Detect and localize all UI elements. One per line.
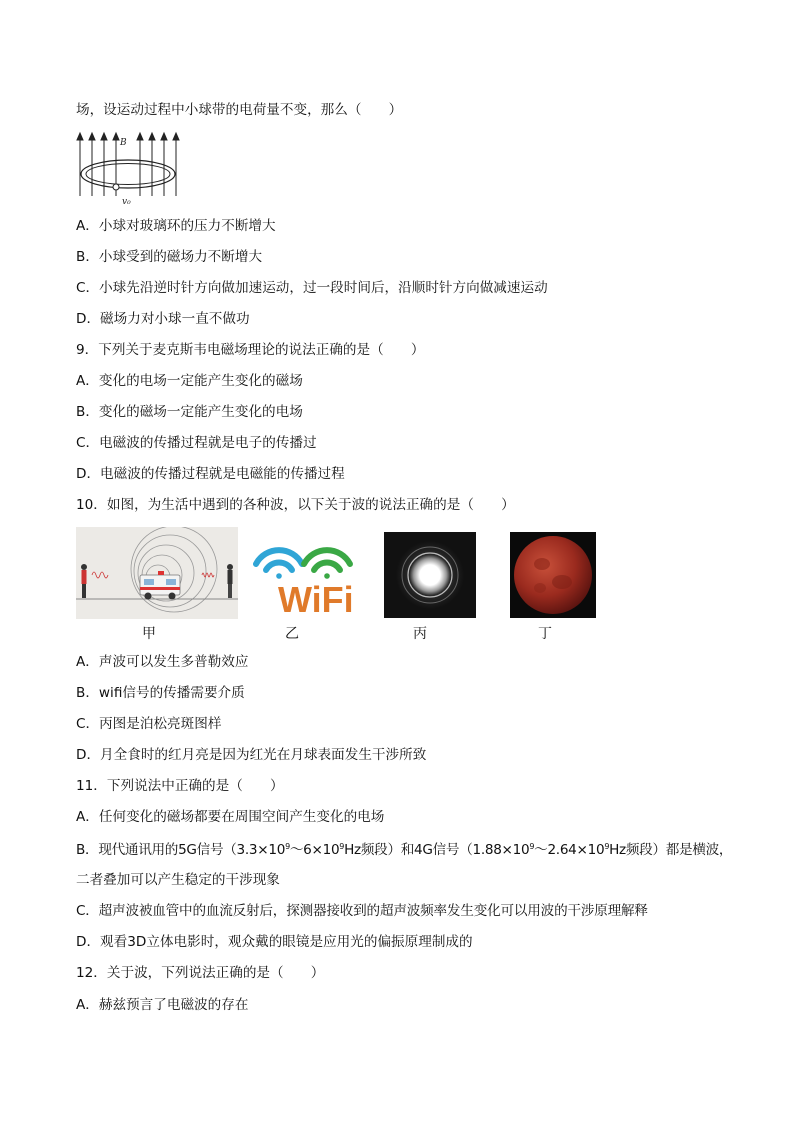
red-moon-figure	[510, 532, 596, 618]
doppler-ambulance-figure	[76, 527, 238, 619]
option-b: B．wifi信号的传播需要介质	[76, 685, 245, 701]
question-stem-line: 场，设运动过程中小球带的电荷量不变，那么（ ）	[76, 102, 403, 118]
option-a: A．声波可以发生多普勒效应	[76, 654, 249, 670]
option-d: D．磁场力对小球一直不做功	[76, 311, 250, 327]
question-11-stem: 11．下列说法中正确的是（ ）	[76, 778, 284, 794]
wifi-logo-text: WiFi	[278, 579, 354, 616]
diffraction-pattern-figure	[384, 532, 476, 618]
option-a: A．小球对玻璃环的压力不断增大	[76, 218, 276, 234]
wifi-figure	[246, 538, 360, 616]
option-c: C．超声波被血管中的血流反射后，探测器接收到的超声波频率发生变化可以用波的干涉原理解释	[76, 903, 648, 919]
ambulance	[140, 571, 180, 600]
option-c: C．丙图是泊松亮斑图样	[76, 716, 222, 732]
caption-bing: 丙	[413, 626, 427, 642]
option-b: B．变化的磁场一定能产生变化的电场	[76, 404, 303, 420]
option-a: A．赫兹预言了电磁波的存在	[76, 997, 249, 1013]
wifi-icon	[256, 550, 350, 579]
velocity-label: v₀	[122, 197, 131, 207]
option-b-continued: 二者叠加可以产生稳定的干涉现象	[76, 872, 280, 888]
option-d: D．观看3D立体电影时，观众戴的眼镜是应用光的偏振原理制成的	[76, 934, 473, 950]
option-b: B．小球受到的磁场力不断增大	[76, 249, 263, 265]
question-10-stem: 10．如图，为生活中遇到的各种波，以下关于波的说法正确的是（ ）	[76, 497, 515, 513]
option-b: B．现代通讯用的5G信号（$3.3\times 10^9\sim 6\times 10^9Hz$频段）和4G信号（$1.88\times 10^9\sim 2.64\times 10^9Hz$频段）都是横波，	[76, 842, 733, 858]
option-a: A．任何变化的磁场都要在周围空间产生变化的电场	[76, 809, 385, 825]
option-c: C．小球先沿逆时针方向做加速运动，过一段时间后，沿顺时针方向做减速运动	[76, 280, 548, 296]
caption-yi: 乙	[285, 626, 299, 642]
field-label: B	[120, 138, 127, 148]
glass-ring	[81, 160, 175, 188]
ball	[113, 184, 119, 190]
magnetic-ring-figure	[74, 130, 186, 210]
option-c: C．电磁波的传播过程就是电子的传播过	[76, 435, 317, 451]
option-d: D．电磁波的传播过程就是电磁能的传播过程	[76, 466, 345, 482]
option-a: A．变化的电场一定能产生变化的磁场	[76, 373, 303, 389]
question-9-stem: 9．下列关于麦克斯韦电磁场理论的说法正确的是（ ）	[76, 342, 425, 358]
caption-jia: 甲	[142, 626, 156, 642]
option-d: D．月全食时的红月亮是因为红光在月球表面发生干涉所致	[76, 747, 427, 763]
caption-ding: 丁	[538, 626, 552, 642]
question-12-stem: 12．关于波，下列说法正确的是（ ）	[76, 965, 325, 981]
